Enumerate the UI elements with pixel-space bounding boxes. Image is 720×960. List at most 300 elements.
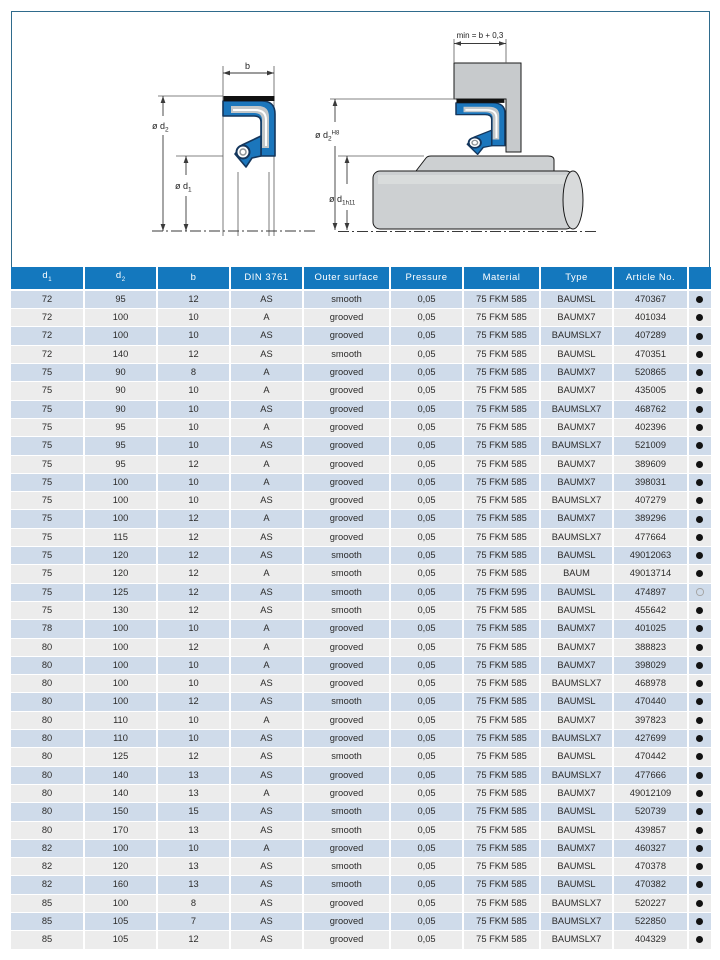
availability-cell (688, 455, 711, 473)
table-cell: 75 FKM 585 (463, 364, 540, 382)
table-cell: 110 (84, 711, 157, 729)
table-cell: 75 (11, 437, 84, 455)
table-cell: 404329 (613, 931, 688, 949)
availability-filled-dot (696, 881, 703, 888)
table-cell: 10 (157, 418, 230, 436)
table-cell: 75 FKM 585 (463, 473, 540, 491)
table-cell: 13 (157, 876, 230, 894)
column-header-b (157, 267, 230, 290)
table-cell: 435005 (613, 382, 688, 400)
table-cell: 82 (11, 876, 84, 894)
table-cell: 0,05 (390, 473, 463, 491)
availability-cell (688, 492, 711, 510)
column-header-outer-surface (303, 267, 390, 290)
table-cell: 0,05 (390, 364, 463, 382)
table-cell: BAUMX7 (540, 418, 613, 436)
table-cell: 7 (157, 912, 230, 930)
table-cell: BAUMSLX7 (540, 766, 613, 784)
table-cell: BAUMX7 (540, 382, 613, 400)
table-cell: AS (230, 601, 303, 619)
table-cell: BAUMSLX7 (540, 894, 613, 912)
availability-cell (688, 711, 711, 729)
table-cell: 78 (11, 620, 84, 638)
table-cell: 80 (11, 766, 84, 784)
table-cell: BAUMX7 (540, 455, 613, 473)
availability-filled-dot (696, 863, 703, 870)
table-cell: 75 FKM 585 (463, 693, 540, 711)
table-row (11, 510, 711, 528)
table-cell: 75 (11, 382, 84, 400)
availability-filled-dot (696, 790, 703, 797)
availability-filled-dot (696, 827, 703, 834)
availability-filled-dot (696, 698, 703, 705)
table-cell: 460327 (613, 839, 688, 857)
table-row (11, 693, 711, 711)
column-header-availability (688, 267, 711, 290)
availability-filled-dot (696, 625, 703, 632)
availability-filled-dot (696, 607, 703, 614)
table-cell: BAUMX7 (540, 839, 613, 857)
availability-cell (688, 638, 711, 656)
availability-filled-dot (696, 442, 703, 449)
table-cell: 12 (157, 565, 230, 583)
table-cell: 0,05 (390, 784, 463, 802)
table-cell: grooved (303, 510, 390, 528)
column-header-label: Material (482, 271, 521, 283)
availability-cell (688, 766, 711, 784)
availability-filled-dot (696, 479, 703, 486)
table-cell: BAUMSL (540, 803, 613, 821)
table-row (11, 839, 711, 857)
table-cell: smooth (303, 583, 390, 601)
table-cell: 0,05 (390, 730, 463, 748)
table-cell: grooved (303, 327, 390, 345)
table-cell: 49012109 (613, 784, 688, 802)
table-cell: AS (230, 327, 303, 345)
column-header-label: Pressure (405, 271, 448, 283)
availability-filled-dot (696, 369, 703, 376)
availability-filled-dot (696, 900, 703, 907)
table-cell: grooved (303, 473, 390, 491)
availability-filled-dot (696, 424, 703, 431)
table-cell: A (230, 711, 303, 729)
availability-filled-dot (696, 772, 703, 779)
table-cell: A (230, 473, 303, 491)
table-cell: smooth (303, 858, 390, 876)
table-cell: 0,05 (390, 309, 463, 327)
table-cell: 100 (84, 327, 157, 345)
table-cell: smooth (303, 821, 390, 839)
table-cell: 100 (84, 693, 157, 711)
availability-cell (688, 528, 711, 546)
table-row (11, 382, 711, 400)
table-cell: 12 (157, 748, 230, 766)
table-cell: BAUMSLX7 (540, 327, 613, 345)
table-cell: 12 (157, 547, 230, 565)
table-cell: BAUMX7 (540, 473, 613, 491)
table-row (11, 858, 711, 876)
table-cell: smooth (303, 748, 390, 766)
table-cell: BAUMSLX7 (540, 528, 613, 546)
table-cell: 75 (11, 400, 84, 418)
table-cell: 90 (84, 364, 157, 382)
availability-cell (688, 803, 711, 821)
table-cell: 401034 (613, 309, 688, 327)
table-cell: 521009 (613, 437, 688, 455)
table-cell: 75 FKM 585 (463, 510, 540, 528)
table-cell: 95 (84, 437, 157, 455)
table-cell: 72 (11, 327, 84, 345)
table-row (11, 821, 711, 839)
table-cell: 125 (84, 748, 157, 766)
table-cell: grooved (303, 931, 390, 949)
dimension-table-wrap (11, 267, 711, 950)
availability-filled-dot (696, 461, 703, 468)
table-cell: grooved (303, 437, 390, 455)
table-cell: 75 FKM 585 (463, 547, 540, 565)
table-row (11, 748, 711, 766)
table-cell: 12 (157, 455, 230, 473)
dim-label-d2-H8: ø $d_2^{H8}$ (315, 130, 340, 143)
table-cell: 0,05 (390, 455, 463, 473)
table-cell: 10 (157, 437, 230, 455)
column-header-label: d (42, 270, 49, 281)
table-cell: 0,05 (390, 821, 463, 839)
table-cell: 75 (11, 418, 84, 436)
table-cell: 15 (157, 803, 230, 821)
table-cell: 100 (84, 839, 157, 857)
table-cell: BAUMX7 (540, 364, 613, 382)
table-cell: A (230, 418, 303, 436)
table-cell: 470378 (613, 858, 688, 876)
table-cell: AS (230, 912, 303, 930)
table-cell: grooved (303, 711, 390, 729)
table-cell: 0,05 (390, 675, 463, 693)
availability-cell (688, 327, 711, 345)
availability-cell (688, 364, 711, 382)
availability-cell (688, 510, 711, 528)
table-cell: 0,05 (390, 510, 463, 528)
table-row (11, 730, 711, 748)
table-cell: 75 FKM 585 (463, 601, 540, 619)
table-cell: 397823 (613, 711, 688, 729)
table-cell: 80 (11, 711, 84, 729)
availability-cell (688, 601, 711, 619)
table-cell: 80 (11, 693, 84, 711)
table-cell: 0,05 (390, 437, 463, 455)
dim-label-b: b (245, 61, 251, 71)
table-cell: grooved (303, 675, 390, 693)
availability-filled-dot (696, 552, 703, 559)
table-cell: 170 (84, 821, 157, 839)
table-cell: 75 FKM 585 (463, 455, 540, 473)
table-cell: 95 (84, 290, 157, 309)
table-cell: 90 (84, 400, 157, 418)
table-cell: grooved (303, 418, 390, 436)
table-cell: 0,05 (390, 876, 463, 894)
table-cell: 75 (11, 601, 84, 619)
table-cell: 398031 (613, 473, 688, 491)
table-cell: AS (230, 821, 303, 839)
table-cell: A (230, 656, 303, 674)
table-cell: smooth (303, 345, 390, 363)
table-cell: 0,05 (390, 382, 463, 400)
table-cell: 468978 (613, 675, 688, 693)
availability-cell (688, 839, 711, 857)
column-header-subscript: 2 (121, 276, 126, 283)
table-cell: grooved (303, 455, 390, 473)
table-cell: 75 FKM 585 (463, 803, 540, 821)
table-cell: 0,05 (390, 547, 463, 565)
table-cell: BAUMSLX7 (540, 931, 613, 949)
table-cell: A (230, 364, 303, 382)
table-cell: 0,05 (390, 912, 463, 930)
table-row (11, 492, 711, 510)
table-cell: 12 (157, 290, 230, 309)
table-cell: AS (230, 858, 303, 876)
table-cell: AS (230, 803, 303, 821)
table-cell: 10 (157, 675, 230, 693)
availability-filled-dot (696, 314, 703, 321)
availability-cell (688, 858, 711, 876)
table-cell: 0,05 (390, 693, 463, 711)
table-cell: AS (230, 547, 303, 565)
table-cell: BAUMSL (540, 290, 613, 309)
table-row (11, 601, 711, 619)
availability-filled-dot (696, 534, 703, 541)
table-cell: grooved (303, 492, 390, 510)
availability-cell (688, 565, 711, 583)
availability-cell (688, 583, 711, 601)
availability-filled-dot (696, 753, 703, 760)
table-cell: 402396 (613, 418, 688, 436)
table-cell: 10 (157, 656, 230, 674)
availability-cell (688, 894, 711, 912)
table-cell: 49012063 (613, 547, 688, 565)
table-row (11, 565, 711, 583)
availability-cell (688, 473, 711, 491)
table-cell: 140 (84, 784, 157, 802)
table-row (11, 455, 711, 473)
table-cell: AS (230, 400, 303, 418)
dim-label-d1: ø $d_1$ (175, 181, 192, 194)
table-cell: 520739 (613, 803, 688, 821)
availability-cell (688, 675, 711, 693)
table-cell: smooth (303, 565, 390, 583)
table-row (11, 327, 711, 345)
column-header-label: d (115, 270, 122, 281)
table-cell: 120 (84, 547, 157, 565)
table-cell: 72 (11, 309, 84, 327)
table-cell: grooved (303, 364, 390, 382)
table-cell: 407289 (613, 327, 688, 345)
table-cell: 80 (11, 638, 84, 656)
table-cell: 13 (157, 766, 230, 784)
table-cell: 0,05 (390, 290, 463, 309)
spec-table-body (11, 290, 711, 949)
table-cell: 75 FKM 585 (463, 345, 540, 363)
availability-cell (688, 400, 711, 418)
availability-cell (688, 656, 711, 674)
table-row (11, 931, 711, 949)
table-cell: 100 (84, 620, 157, 638)
table-cell: 10 (157, 327, 230, 345)
table-cell: 12 (157, 583, 230, 601)
table-cell: 75 (11, 565, 84, 583)
table-cell: BAUMSL (540, 876, 613, 894)
table-cell: 80 (11, 821, 84, 839)
table-cell: 470442 (613, 748, 688, 766)
table-cell: 80 (11, 656, 84, 674)
table-cell: 388823 (613, 638, 688, 656)
table-cell: 72 (11, 345, 84, 363)
table-cell: 49013714 (613, 565, 688, 583)
table-cell: AS (230, 345, 303, 363)
table-cell: 75 FKM 585 (463, 638, 540, 656)
table-cell: 477664 (613, 528, 688, 546)
table-cell: 10 (157, 492, 230, 510)
table-cell: AS (230, 492, 303, 510)
table-cell: 12 (157, 510, 230, 528)
table-cell: 75 FKM 585 (463, 309, 540, 327)
table-cell: 439857 (613, 821, 688, 839)
table-cell: 100 (84, 473, 157, 491)
availability-cell (688, 418, 711, 436)
table-cell: BAUMSL (540, 345, 613, 363)
table-cell: BAUMSLX7 (540, 400, 613, 418)
column-header-label: b (190, 271, 197, 283)
table-cell: 470440 (613, 693, 688, 711)
table-cell: 90 (84, 382, 157, 400)
table-cell: A (230, 309, 303, 327)
table-cell: AS (230, 876, 303, 894)
availability-cell (688, 693, 711, 711)
table-cell: 80 (11, 803, 84, 821)
table-cell: 401025 (613, 620, 688, 638)
table-cell: BAUMX7 (540, 638, 613, 656)
dimension-table (11, 267, 711, 950)
table-cell: 0,05 (390, 400, 463, 418)
table-cell: 150 (84, 803, 157, 821)
table-cell: A (230, 382, 303, 400)
table-cell: 100 (84, 675, 157, 693)
table-cell: 75 FKM 585 (463, 912, 540, 930)
table-cell: 0,05 (390, 345, 463, 363)
table-cell: 520865 (613, 364, 688, 382)
table-cell: 120 (84, 565, 157, 583)
dim-label-d2: ø $d_2$ (152, 121, 169, 134)
table-cell: BAUMX7 (540, 656, 613, 674)
table-row (11, 638, 711, 656)
table-cell: BAUMSL (540, 693, 613, 711)
table-cell: grooved (303, 400, 390, 418)
availability-cell (688, 290, 711, 309)
table-cell: AS (230, 675, 303, 693)
table-cell: 100 (84, 894, 157, 912)
table-cell: 75 FKM 585 (463, 528, 540, 546)
table-cell: 75 FKM 585 (463, 327, 540, 345)
table-cell: BAUMSL (540, 748, 613, 766)
availability-filled-dot (696, 735, 703, 742)
availability-cell (688, 876, 711, 894)
table-cell: 160 (84, 876, 157, 894)
availability-cell (688, 748, 711, 766)
table-cell: 389296 (613, 510, 688, 528)
table-cell: 75 FKM 585 (463, 766, 540, 784)
table-cell: 80 (11, 784, 84, 802)
table-row (11, 418, 711, 436)
table-cell: grooved (303, 309, 390, 327)
table-cell: 10 (157, 309, 230, 327)
table-cell: 75 (11, 583, 84, 601)
table-cell: BAUMX7 (540, 711, 613, 729)
table-cell: 140 (84, 345, 157, 363)
table-cell: 75 (11, 547, 84, 565)
table-cell: A (230, 510, 303, 528)
table-cell: 75 FKM 585 (463, 839, 540, 857)
table-cell: 10 (157, 711, 230, 729)
table-cell: 12 (157, 528, 230, 546)
table-cell: 75 FKM 585 (463, 876, 540, 894)
availability-filled-dot (696, 662, 703, 669)
table-cell: grooved (303, 528, 390, 546)
table-cell: 75 FKM 585 (463, 894, 540, 912)
table-cell: grooved (303, 382, 390, 400)
availability-filled-dot (696, 717, 703, 724)
table-cell: 398029 (613, 656, 688, 674)
table-cell: BAUMX7 (540, 620, 613, 638)
table-cell: 75 FKM 585 (463, 784, 540, 802)
table-cell: A (230, 839, 303, 857)
availability-filled-dot (696, 497, 703, 504)
table-cell: 100 (84, 656, 157, 674)
table-cell: 0,05 (390, 492, 463, 510)
table-cell: 95 (84, 418, 157, 436)
table-cell: 82 (11, 839, 84, 857)
table-cell: BAUMSL (540, 547, 613, 565)
table-cell: BAUM (540, 565, 613, 583)
table-cell: BAUMX7 (540, 309, 613, 327)
table-cell: 12 (157, 601, 230, 619)
table-cell: 85 (11, 894, 84, 912)
table-row (11, 400, 711, 418)
table-cell: 13 (157, 858, 230, 876)
table-cell: 75 (11, 364, 84, 382)
table-cell: 0,05 (390, 601, 463, 619)
table-cell: 75 FKM 585 (463, 858, 540, 876)
column-header-label: Outer surface (314, 271, 379, 283)
availability-open-dot (696, 588, 704, 596)
table-row (11, 473, 711, 491)
availability-cell (688, 547, 711, 565)
table-cell: 470382 (613, 876, 688, 894)
column-header-subscript: 1 (48, 276, 52, 283)
column-header-type (540, 267, 613, 290)
table-cell: 75 FKM 585 (463, 565, 540, 583)
table-row (11, 675, 711, 693)
table-cell: 75 FKM 585 (463, 931, 540, 949)
table-cell: BAUMSL (540, 858, 613, 876)
table-row (11, 656, 711, 674)
column-header-label: Article No. (625, 271, 676, 283)
table-row (11, 803, 711, 821)
table-row (11, 547, 711, 565)
table-row (11, 583, 711, 601)
table-cell: 470367 (613, 290, 688, 309)
table-cell: AS (230, 748, 303, 766)
table-cell: 470351 (613, 345, 688, 363)
availability-cell (688, 730, 711, 748)
